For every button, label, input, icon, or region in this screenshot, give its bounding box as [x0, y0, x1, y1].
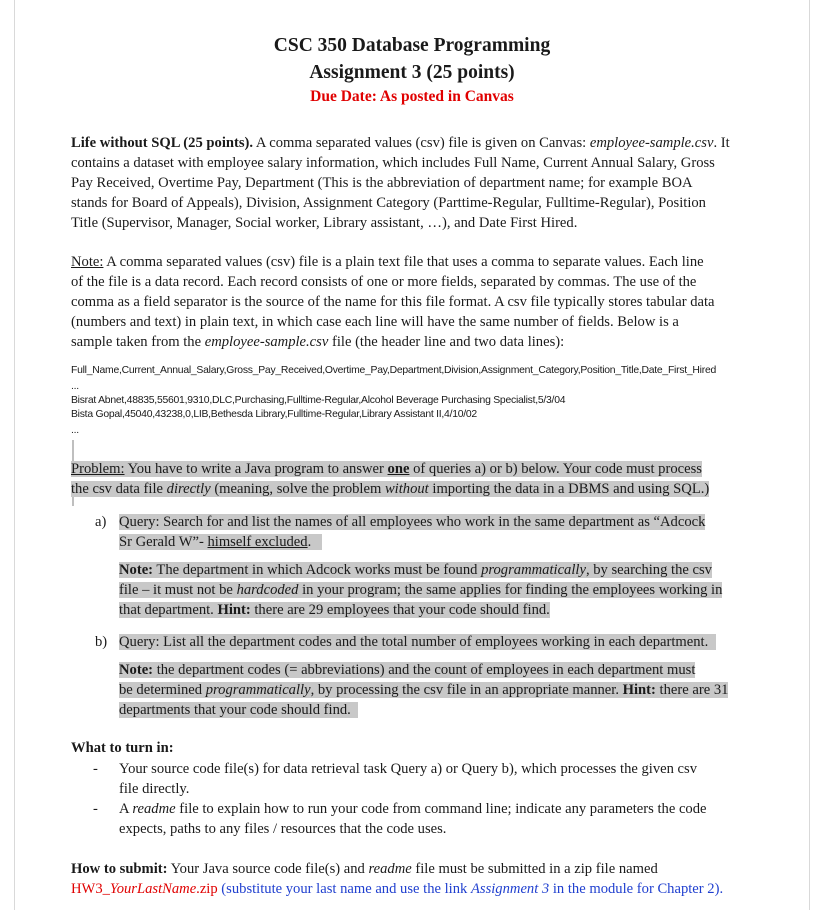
- problem-line-2: the csv data file directly (meaning, solve the problem without importing the data in a DBMS and using SQL.): [71, 481, 710, 497]
- query-b-marker: b): [95, 634, 108, 650]
- submit-line-1: How to submit: Your Java source code file(s) and readme file must be submitted in a zip file named: [71, 861, 658, 877]
- zip-filename: HW3_YourLastName.zip: [71, 881, 218, 897]
- note-line-2: of the file is a data record. Each record consists of one or more fields, separated by commas. The use of the: [71, 274, 697, 290]
- due-date: Due Date: As posted in Canvas: [310, 88, 514, 105]
- intro-line-4: stands for Board of Appeals), Division, Assignment Category (Parttime-Regular, Fulltime-Regular), Position: [71, 195, 706, 211]
- turnin-item-2-line-1: A readme file to explain how to run your code from command line; indicate any parameters the code: [119, 801, 707, 817]
- csv-row-1: Bisrat Abnet,48835,55601,9310,DLC,Purchasing,Fulltime-Regular,Alcohol Beverage Purchasing Specialist,5/3/04: [71, 395, 566, 406]
- query-a-line-1: Query: Search for and list the names of all employees who work in the same department as “Adcock: [119, 514, 706, 530]
- note-line-3: comma as a field separator is the source of the name for this file format. A csv file typically stores tabular data: [71, 294, 715, 310]
- query-b-note-line-2: be determined programmatically, by processing the csv file in an appropriate manner. Hint: there are 31: [119, 682, 729, 698]
- intro-line-2: contains a dataset with employee salary information, which includes Full Name, Current Annual Salary, Gross: [71, 155, 715, 171]
- note-line-1: Note: A comma separated values (csv) file is a plain text file that uses a comma to separate values. Each line: [71, 254, 704, 270]
- csv-ellipsis-1: ...: [71, 381, 79, 392]
- turnin-item-1-line-1: Your source code file(s) for data retrieval task Query a) or Query b), which processes the given csv: [119, 761, 698, 777]
- csv-ellipsis-2: ...: [71, 425, 79, 436]
- turnin-bullet-2-dash: -: [93, 801, 98, 817]
- query-b-note-line-1: Note: the department codes (= abbreviations) and the count of employees in each department must: [119, 662, 696, 678]
- assignment-title: Assignment 3 (25 points): [309, 62, 515, 83]
- turnin-item-1-line-2: file directly.: [119, 781, 190, 797]
- assignment-link[interactable]: Assignment 3: [470, 881, 550, 897]
- note-line-4: (numbers and text) in plain text, in which case each line will have the same number of fields. Below is a: [71, 314, 679, 330]
- query-a-marker: a): [95, 514, 107, 530]
- csv-header-line: Full_Name,Current_Annual_Salary,Gross_Pay_Received,Overtime_Pay,Department,Division,Assignment_Category,Position_Title,Date_First_Hired: [71, 365, 717, 376]
- query-b-note-line-3: departments that your code should find.: [119, 700, 358, 720]
- document-page: [14, 0, 810, 910]
- turnin-bullet-1-dash: -: [93, 761, 98, 777]
- csv-row-2: Bista Gopal,45040,43238,0,LIB,Bethesda Library,Fulltime-Regular,Library Assistant II,4/10/02: [71, 409, 477, 420]
- turnin-heading: What to turn in:: [71, 740, 174, 756]
- intro-line-1: Life without SQL (25 points). A comma separated values (csv) file is given on Canvas: employee-sample.csv. It: [71, 135, 730, 151]
- query-a-note-line-3: that department. Hint: there are 29 employees that your code should find.: [119, 602, 550, 618]
- submit-line-2: HW3_YourLastName.zip (substitute your last name and use the link Assignment 3 in the module for Chapter 2).: [71, 881, 724, 897]
- intro-line-5: Title (Supervisor, Manager, Social worker, Library assistant, …), and Date First Hired.: [71, 215, 578, 231]
- query-b-line-1: Query: List all the department codes and the total number of employees working in each department.: [119, 632, 716, 652]
- query-a-line-2: Sr Gerald W”- himself excluded.: [119, 532, 322, 552]
- query-a-note-line-2: file – it must not be hardcoded in your program; the same applies for finding the employees working in: [119, 582, 723, 598]
- note-line-5: sample taken from the employee-sample.csv file (the header line and two data lines):: [71, 334, 565, 350]
- course-title: CSC 350 Database Programming: [273, 35, 551, 56]
- turnin-item-2-line-2: expects, paths to any files / resources that the code uses.: [119, 821, 447, 837]
- problem-line-1: Problem: You have to write a Java program to answer one of queries a) or b) below. Your code must process: [71, 461, 702, 477]
- intro-line-3: Pay Received, Overtime Pay, Department (This is the abbreviation of department name; for example BOA: [71, 175, 693, 191]
- query-a-note-line-1: Note: The department in which Adcock works must be found programmatically, by searching the csv: [119, 562, 712, 578]
